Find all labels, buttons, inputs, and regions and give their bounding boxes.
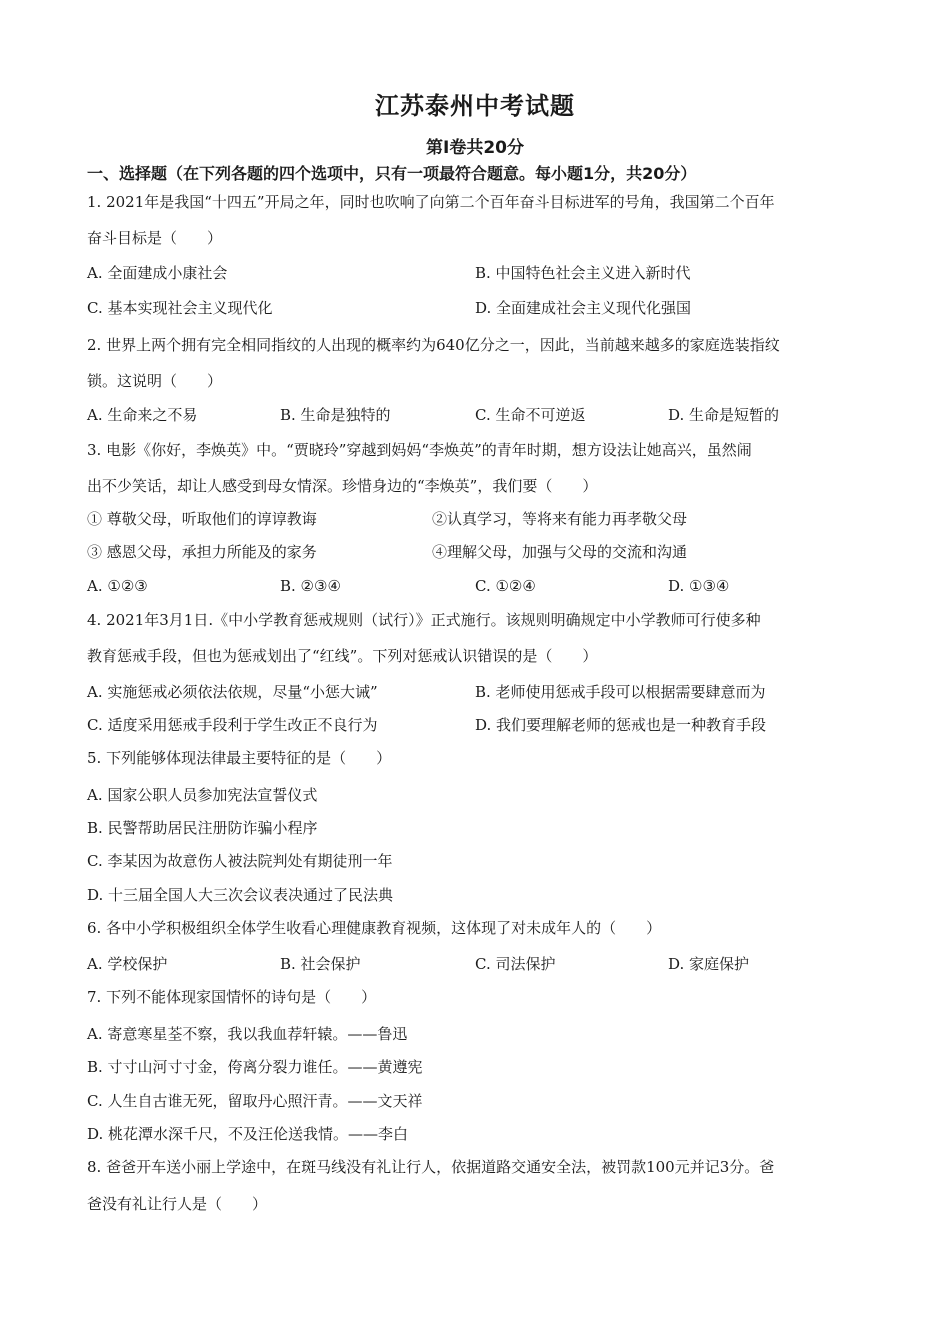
question-1-line-1: 1. 2021年是我国“十四五”开局之年，同时也吹响了向第二个百年奋斗目标进军的号角，我国第二个百年 <box>87 193 775 211</box>
question-6-option-a: A. 学校保护 <box>87 955 168 973</box>
question-2-option-a: A. 生命来之不易 <box>87 406 198 424</box>
question-3-option-d: D. ①③④ <box>668 577 730 595</box>
question-3-option-b: B. ②③④ <box>280 577 341 595</box>
question-3-line-2: 出不少笑话，却让人感受到母女情深。珍惜身边的“李焕英”，我们要（ ） <box>87 477 598 495</box>
question-3-statement-4: ④理解父母，加强与父母的交流和沟通 <box>432 543 688 561</box>
question-4-option-d: D. 我们要理解老师的惩戒也是一种教育手段 <box>475 716 767 734</box>
question-2-option-c: C. 生命不可逆返 <box>475 406 586 424</box>
question-5-option-a: A. 国家公职人员参加宪法宣誓仪式 <box>87 786 318 804</box>
question-6-option-d: D. 家庭保护 <box>668 955 750 973</box>
question-1-option-d: D. 全面建成社会主义现代化强国 <box>475 299 692 317</box>
page-title: 江苏泰州中考试题 <box>375 92 575 120</box>
question-7-line-1: 7. 下列不能体现家国情怀的诗句是（ ） <box>87 988 377 1006</box>
question-5-option-b: B. 民警帮助居民注册防诈骗小程序 <box>87 819 318 837</box>
question-5-option-d: D. 十三届全国人大三次会议表决通过了民法典 <box>87 886 394 904</box>
question-3-option-c: C. ①②④ <box>475 577 536 595</box>
question-2-line-1: 2. 世界上两个拥有完全相同指纹的人出现的概率约为640亿分之一，因此，当前越来越多的家庭选装指纹 <box>87 336 780 354</box>
question-6-line-1: 6. 各中小学积极组织全体学生收看心理健康教育视频，这体现了对未成年人的（ ） <box>87 919 662 937</box>
question-4-option-b: B. 老师使用惩戒手段可以根据需要肆意而为 <box>475 683 766 701</box>
question-1-option-c: C. 基本实现社会主义现代化 <box>87 299 273 317</box>
question-5-option-c: C. 李某因为故意伤人被法院判处有期徒刑一年 <box>87 852 393 870</box>
question-3-statement-3: ③ 感恩父母，承担力所能及的家务 <box>87 543 317 561</box>
question-4-option-c: C. 适度采用惩戒手段利于学生改正不良行为 <box>87 716 378 734</box>
question-4-line-1: 4. 2021年3月1日.《中小学教育惩戒规则（试行）》正式施行。该规则明确规定中小学教师可行使多种 <box>87 611 761 629</box>
section-heading: 一、选择题（在下列各题的四个选项中，只有一项最符合题意。每小题1分，共20分） <box>87 164 697 183</box>
question-8-line-2: 爸没有礼让行人是（ ） <box>87 1195 268 1213</box>
question-3-line-1: 3. 电影《你好，李焕英》中。“贾晓玲”穿越到妈妈“李焕英”的青年时期，想方设法让她高兴，虽然闹 <box>87 441 752 459</box>
question-1-option-b: B. 中国特色社会主义进入新时代 <box>475 264 691 282</box>
question-5-line-1: 5. 下列能够体现法律最主要特征的是（ ） <box>87 749 392 767</box>
question-2-option-d: D. 生命是短暂的 <box>668 406 780 424</box>
question-7-option-d: D. 桃花潭水深千尺，不及汪伦送我情。——李白 <box>87 1125 409 1143</box>
question-7-option-c: C. 人生自古谁无死，留取丹心照汗青。——文天祥 <box>87 1092 423 1110</box>
question-1-option-a: A. 全面建成小康社会 <box>87 264 228 282</box>
question-1-line-2: 奋斗目标是（ ） <box>87 229 223 247</box>
question-2-option-b: B. 生命是独特的 <box>280 406 391 424</box>
question-7-option-b: B. 寸寸山河寸寸金，侉离分裂力谁任。——黄遵宪 <box>87 1058 423 1076</box>
question-8-line-1: 8. 爸爸开车送小丽上学途中，在斑马线没有礼让行人，依据道路交通安全法，被罚款100元并记3分。爸 <box>87 1158 775 1176</box>
section-subtitle: 第Ⅰ卷共20分 <box>426 138 524 158</box>
question-2-line-2: 锁。这说明（ ） <box>87 372 223 390</box>
question-4-line-2: 教育惩戒手段，但也为惩戒划出了“红线”。下列对惩戒认识错误的是（ ） <box>87 647 598 665</box>
question-3-statement-2: ②认真学习，等将来有能力再孝敬父母 <box>432 510 688 528</box>
question-3-option-a: A. ①②③ <box>87 577 148 595</box>
question-6-option-c: C. 司法保护 <box>475 955 556 973</box>
question-6-option-b: B. 社会保护 <box>280 955 361 973</box>
question-7-option-a: A. 寄意寒星荃不察，我以我血荐轩辕。——鲁迅 <box>87 1025 408 1043</box>
question-3-statement-1: ① 尊敬父母，听取他们的谆谆教诲 <box>87 510 317 528</box>
question-4-option-a: A. 实施惩戒必须依法依规，尽量“小惩大诫” <box>87 683 378 701</box>
